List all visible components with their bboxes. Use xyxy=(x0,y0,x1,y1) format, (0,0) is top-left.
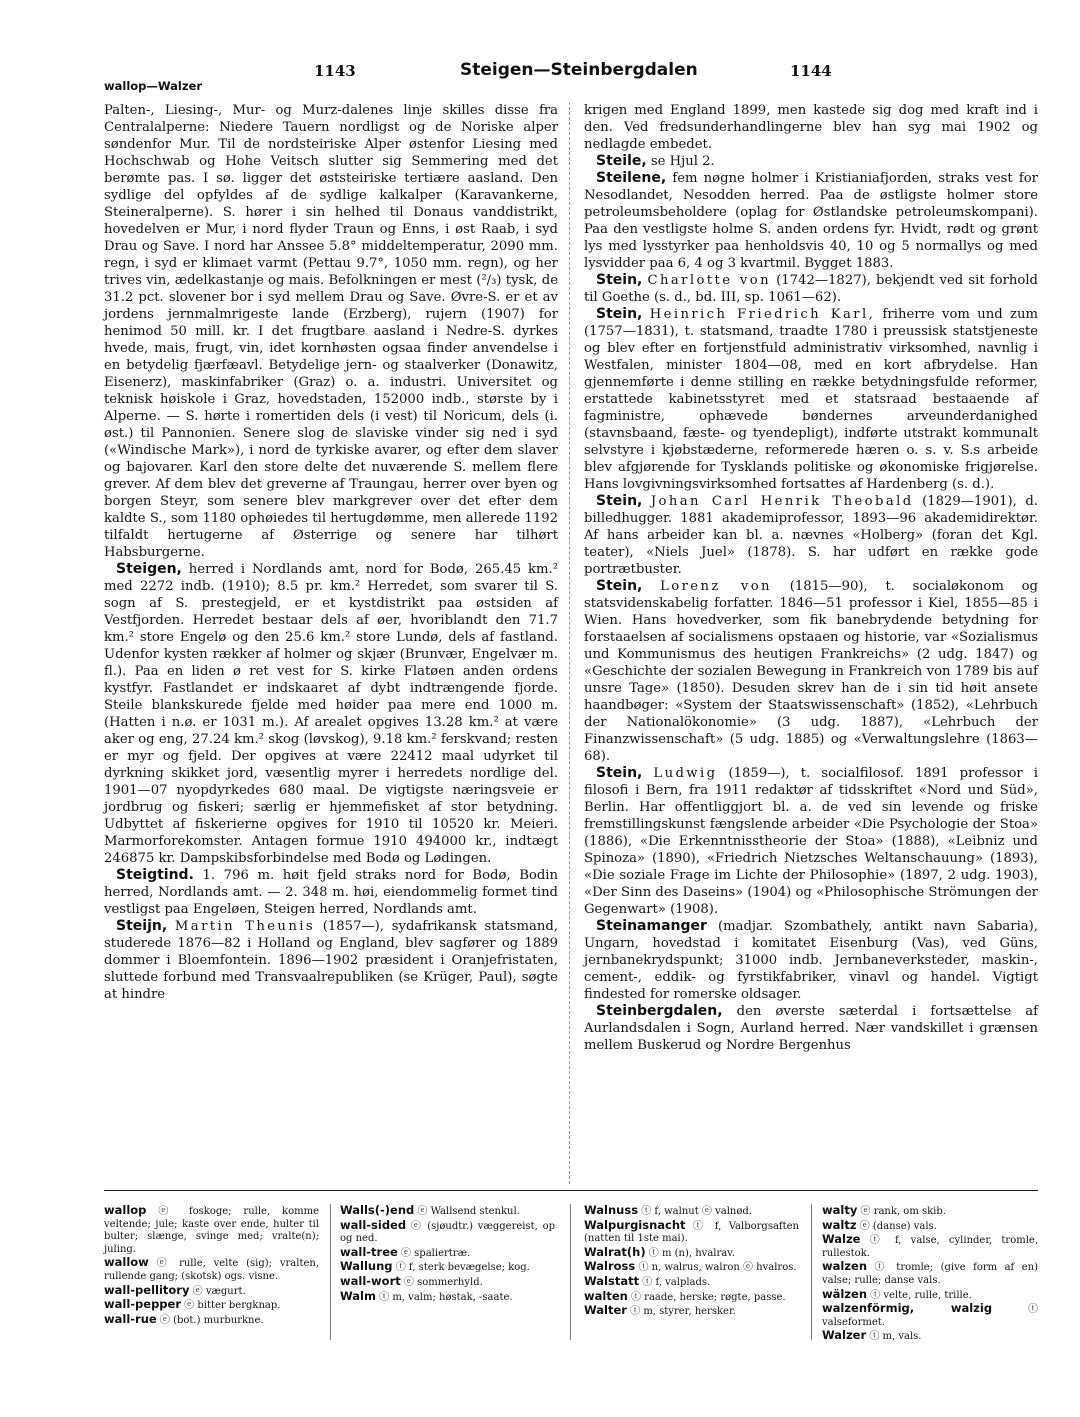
glossary-column-1 xyxy=(104,1204,319,1327)
glossary-gloss: ⓣ f, valplads. xyxy=(642,1276,711,1288)
entry xyxy=(584,765,1038,918)
entry-body: krigen med England 1899, men kastede sig dog med kraft ind i den. Ved fredsunderhandlingerne blev han syg mai 1902 og nedlagde embedet. xyxy=(584,103,1038,152)
glossary-item xyxy=(104,1256,319,1283)
glossary-item xyxy=(104,1298,319,1313)
entry xyxy=(104,867,558,918)
entry-headword: Steilene, xyxy=(596,170,667,186)
glossary-gloss: ⓣ n, walrus, walron ⓔ hvalros. xyxy=(638,1262,797,1274)
glossary-word: Walze xyxy=(822,1232,861,1247)
entry-body: se Hjul 2. xyxy=(650,154,715,169)
glossary-gloss: ⓣ valseformet. xyxy=(822,1304,1038,1328)
right-column xyxy=(584,102,1038,1054)
entry-body: den øverste sæterdal i fortsættelse af Aurlandsdalen i Sogn, Aurland herred. Nær vandskillet i grænsen mellem Buskerud og Nordre Bergenhus xyxy=(584,1004,1038,1053)
glossary-gloss: ⓔ rank, om skib. xyxy=(860,1206,946,1217)
entry-body: herred i Nordlands amt, nord for Bodø, 265.45 km.² med 2272 indb. (1910); 8.5 pr. km.² Herredet, som svarer til S. sogn af S. prestegjeld, er et kystdistrikt paa østsiden af Vestfjorden. Herredet bestaar dels af øer, hvoriblandt den 71.7 km.² store Engelø og den 25.6 km.² store Lundø, dels af fastland. Udenfor kysten rækker af holmer og skjær (Brunvær, Engelvær m. fl.). Paa en liden ø ret vest for S. kirke Flatøen anden ordens kystfyr. Fastlandet er indskaaret af dybt indtrængende fjorde. Steile blankskurede fjelde med høider paa mere end 1000 m. (Hatten i n.ø. er 1031 m.). Af arealet opgives 13.28 km.² at være aker og eng, 27.24 km.² skog (løvskog), 9.18 km.² ferskvand; resten er myr og fjeld. Der opgives at være 22412 maal udyrket til dyrkning skikket jord, væsentlig myrer i herredets nordlige del. 1901—07 nyopdyrkedes 680 maal. De vigtigste næringsveie er jordbrug og fiskeri; særlig er hjemmefisket af stor betydning. Udbyttet af fiskerierne opgives for 1910 til 10520 kr. Meieri. Marmorforekomster. Antagen formue 1910 494000 kr., indtægt 246875 kr. Dampskibsforbindelse med Bodø og Lødingen. xyxy=(104,562,558,866)
glossary-item xyxy=(340,1275,555,1290)
entry-headword: Steile, xyxy=(596,153,647,169)
glossary-divider xyxy=(330,1204,331,1340)
entry-person-name: Charlotte von xyxy=(647,273,772,288)
entry-body: fem nøgne holmer i Kristianiafjorden, straks vest for Nesodlandet, Nesodden herred. Paa de østligste holmer store petroleumsbeholdere (oplag for Østlandske petroleumskompani). Paa den vestligste holme S. anden ordens fyr. Hvidt, rødt og grønt lys med lysstyrker paa henholdsvis 40, 10 og 5 normallys og med lysvidder paa 6, 4 og 3 kvartmil. Bygget 1883. xyxy=(584,171,1038,271)
entry-headword: Steigtind. xyxy=(116,867,194,883)
glossary-word: walten xyxy=(584,1288,628,1303)
glossary-divider xyxy=(811,1204,812,1340)
glossary-word: wall-wort xyxy=(340,1273,401,1288)
entry xyxy=(584,306,1038,493)
entry xyxy=(584,578,1038,765)
glossary-gloss: ⓔ (bot.) murburkne. xyxy=(159,1314,264,1326)
glossary-gloss: ⓣ tromle; (give form af en) valse; rulle; danse vals. xyxy=(822,1262,1039,1286)
entry-headword: Steijn, xyxy=(116,918,168,934)
entry-headword: Stein, xyxy=(596,493,643,509)
glossary-item xyxy=(822,1219,1038,1234)
entry xyxy=(584,918,1038,1003)
entry-body: (1857—), sydafrikansk statsmand, studerede 1876—82 i Holland og England, blev sagfører og 1889 dommer i Bloemfontein. 1896—1902 præsident i Oranjefristaten, sluttede forbund med Transvaalrepubliken (se Krüger, Paul), søgte at hindre xyxy=(104,919,558,1002)
entry xyxy=(584,170,1038,272)
entry-headword: Steinbergdalen, xyxy=(596,1003,723,1019)
entry-body: (1742—1827), bekjendt ved sit forhold til Goethe (s. d., bd. III, sp. 1061—62). xyxy=(584,273,1038,305)
glossary-word: Walross xyxy=(584,1259,636,1274)
entry-body: friherre vom und zum (1757—1831), t. statsmand, traadte 1780 i preussisk statstjeneste og blev efter en fortjenstfuld administrativ virksomhed, navnlig i Westfalen, minister 1804—08, med en kort afbrydelse. Han gjennemførte i denne stilling en række betydningsfulde reformer, erstattede kabinetsstyret med et statsraad bestaaende af fagministre, ophævede bøndernes arveunderdanighed (stavnsbaand, fæste- og tyendepligt), indførte utstrakt kommunalt selvstyre i kjøbstæderne, reformerede hæren o. s. v. S.s arbeide blev afgjørende for Tysklands politiske og økonomiske frigjørelse. Hans lovgivningsvirksomhed fortsattes af Hardenberg (s. d.). xyxy=(584,307,1038,492)
glossary-column-3 xyxy=(584,1204,799,1319)
glossary-gloss: ⓔ bitter bergknap. xyxy=(184,1300,281,1312)
glossary-word: Walrat(h) xyxy=(584,1244,646,1259)
entry xyxy=(584,153,1038,170)
glossary-gloss: ⓣ f, Valborgsaften (natten til 1ste mai). xyxy=(584,1220,799,1245)
glossary-word: wall-sided xyxy=(340,1217,407,1232)
glossary-gloss: ⓣ velte, rulle, trille. xyxy=(870,1289,972,1301)
glossary-gloss: ⓣ f, walnut ⓔ valnød. xyxy=(641,1206,752,1217)
glossary-word: wall-tree xyxy=(340,1244,398,1259)
entry-body: Palten-, Liesing-, Mur- og Murz-dalenes linje skilles disse fra Centralalperne: Niedere Tauern nordligst og de Noriske alper søndenfor Mur. Til de nordsteiriske Alper østenfor Liesing med Hochschwab og Hohe Veitsch slutter sig Semmering med det berømte pas. I sø. ligger det øststeiriske tertiære aasland. Den sydlige del opfyldes af de sydlige kalkalper (Karavankerne, Steineralperne). S. hører i sin helhed til Donaus vanddistrikt, hovedelven er Mur, i nord flyder Traun og Enns, i øst Raab, i syd Drau og Save. I nord har Anssee 5.8° middeltemperatur, 2090 mm. regn, i syd er klimaet varmt (Pettau 9.7°, 1050 mm. regn), og her trives vin, ædelkastanje og mais. Befolkningen er mest (²/₃) tysk, de 31.2 pct. slovener bor i syd mellem Drau og Save. Øvre-S. er et av jordens jernmalmrigeste lande (Erzberg), rujern (1907) for henimod 50 mill. kr. I det frugtbare aasland i Nedre-S. dyrkes hvede, mais, frugt, vin, idet kornhøsten ogsaa finder anvendelse i en betydelig fjærfæavl. Betydelige jern- og staalverker (Donawitz, Eisenerz), maskinfabriker (Graz) o. a. industri. Universitet og teknisk høiskole i Graz, hovedstaden, 152000 indb., største by i Alperne. — S. hørte i romertiden dels (i vest) til Noricum, dels (i. øst.) til Pannonien. Senere slog de slaviske vinder sig ned i syd («Windische Mark»), i nord de tyrkiske avarer, og efter dem slaver og bajovarer. Karl den store delte det nuværende S. mellem flere grever. Af dem blev det greverne af Traungau, herrer over byen og borgen Steyr, som senere blev markgrever over det efter dem kaldte S., som 1180 ophøiedes til hertugdømme, men allerede 1192 tilfaldt hertugerne af Østerrige og senere har tilhørt Habsburgerne. xyxy=(104,103,558,560)
glossary-item xyxy=(340,1290,555,1305)
column-divider xyxy=(569,102,570,1184)
entry-person-name: Martin Theunis xyxy=(174,919,315,934)
glossary-item xyxy=(584,1275,799,1290)
glossary-column-4 xyxy=(822,1204,1038,1344)
entry-headword: Stein, xyxy=(596,765,643,781)
glossary-item xyxy=(104,1313,319,1328)
entry-person-name: Heinrich Friedrich Karl, xyxy=(649,307,876,322)
glossary-gloss: ⓔ spaliertræ. xyxy=(401,1247,471,1259)
glossary-gloss: ⓔ (sjøudtr.) væggereist, op og ned. xyxy=(340,1220,555,1245)
glossary-gloss: ⓣ m, valm; høstak, -saate. xyxy=(379,1291,513,1303)
glossary-column-2 xyxy=(340,1204,555,1304)
glossary-gloss: ⓔ (danse) vals. xyxy=(859,1220,937,1232)
glossary-divider xyxy=(570,1204,571,1340)
glossary-gloss: ⓣ m, vals. xyxy=(869,1331,922,1343)
footer-rule xyxy=(104,1190,1038,1191)
glossary-word: waltz xyxy=(822,1217,857,1232)
glossary-item xyxy=(340,1204,555,1219)
glossary-word: walzenförmig, walzig xyxy=(822,1301,993,1316)
glossary-item xyxy=(584,1204,799,1219)
glossary-gloss: ⓔ vægurt. xyxy=(192,1285,246,1297)
glossary-word: Walls(-)end xyxy=(340,1203,415,1217)
entry-headword: Stein, xyxy=(596,306,643,322)
glossary-word: wall-rue xyxy=(104,1311,157,1326)
glossary-gloss: ⓔ Wallsend stenkul. xyxy=(417,1206,520,1217)
glossary-word: wall-pepper xyxy=(104,1297,182,1312)
glossary-item xyxy=(822,1302,1038,1329)
glossary-word: wälzen xyxy=(822,1286,868,1301)
entry-body: (1859—), t. socialfilosof. 1891 professor i filosofi i Bern, fra 1911 redaktør af tidsskriftet «Nord und Süd», Berlin. Har offentliggjort bl. a. de ved sin levende og friske fremstillingskunst fængslende arbeider «Die Psychologie der Stoa» (1886), «Die Erkenntnisstheorie der Stoa» (1888), «Leibniz und Spinoza» (1890), «Friedrich Nietzsches Weltanschauung» (1893), «Die soziale Frage im Lichte der Philosophie» (1897, 2 udg. 1903), «Der Sinn des Daseins» (1904) og «Philosophische Strömungen der Gegenwart» (1908). xyxy=(584,766,1038,917)
glossary-word: Walstatt xyxy=(584,1273,640,1288)
glossary-word: wallop xyxy=(104,1203,147,1217)
glossary-gloss: ⓣ m, styrer, hersker. xyxy=(630,1306,736,1318)
glossary-gloss: ⓣ m (n), hvalrav. xyxy=(648,1247,735,1259)
glossary-word: Wallung xyxy=(340,1259,393,1274)
page-header xyxy=(100,60,1040,93)
entry-body: 1. 796 m. høit fjeld straks nord for Bodø, Bodin herred, Nordlands amt. — 2. 348 m. høi, eiendommelig formet tind vestligst paa Engeløen, Steigen herred, Nordlands amt. xyxy=(104,868,558,917)
glossary-word: Walnuss xyxy=(584,1203,639,1217)
glossary-item xyxy=(584,1246,799,1261)
glossary-item xyxy=(822,1260,1038,1287)
entry-body: (1815—90), t. socialøkonom og statsvidenskabelig forfatter. 1846—51 professor i Kiel, 1855—85 i Wien. Hans hovedverker, som fik banebrydende betydning for forstaaelsen af socialismens opstaaen og historie, var «Sozialismus und Kommunismus des heutigen Frankreichs» (2 udg. 1847) og «Geschichte der sozialen Bewegung in Frankreich von 1789 bis auf unsre Tage» (1850). Desuden skrev han de i sin tid høit ansete haandbøger: «System der Staatswissenschaft» (1852), «Lehrbuch der Nationalökonomie» (3 udg. 1887), «Lehrbuch der Finanzwissenschaft» (5 udg. 1885) og «Verwaltungslehre (1863—68). xyxy=(584,579,1038,764)
glossary-word: walty xyxy=(822,1203,858,1217)
glossary-gloss: ⓣ f, sterk bevægelse; kog. xyxy=(395,1262,530,1274)
page-title: Steigen—Steinbergdalen xyxy=(460,60,698,80)
left-column xyxy=(104,102,558,1003)
entry-headword: Stein, xyxy=(596,578,643,594)
glossary-item xyxy=(822,1204,1038,1219)
glossary-item xyxy=(340,1246,555,1261)
glossary-gloss: ⓣ f, valse, cylinder, tromle, rullestok. xyxy=(822,1235,1038,1259)
glossary-item xyxy=(584,1290,799,1305)
entry xyxy=(584,493,1038,578)
entry xyxy=(584,102,1038,153)
entry-headword: Steigen, xyxy=(116,561,182,577)
guide-word: wallop—Walzer xyxy=(104,79,203,93)
glossary-word: wall-pellitory xyxy=(104,1282,190,1297)
glossary-gloss: ⓣ raade, herske; røgte, passe. xyxy=(631,1291,786,1303)
entry xyxy=(104,561,558,867)
glossary-gloss: ⓔ rulle, velte (sig); vralten, rullende gang; (skotsk) ogs. visne. xyxy=(104,1258,319,1282)
glossary-word: wallow xyxy=(104,1255,149,1270)
entry-person-name: Lorenz von xyxy=(660,579,772,594)
entry-person-name: Ludwig xyxy=(653,766,718,781)
entry xyxy=(104,102,558,561)
glossary-item xyxy=(584,1219,799,1246)
glossary-word: Walzer xyxy=(822,1328,867,1343)
page-number-left: 1143 xyxy=(314,62,356,80)
glossary-item xyxy=(104,1284,319,1299)
entry-person-name: Johan Carl Henrik Theobald xyxy=(650,494,914,509)
entry-body: (madjar. Szombathely, antikt navn Sabaria), Ungarn, hovedstad i komitatet Eisenburg (Vas), ved Güns, jernbanekrydspunkt; 31000 indb. Jernbaneverksteder, maskin-, cement-, eddik- og fyrstikfabriker, vinavl og handel. Vigtigt findested for romerske oldsager. xyxy=(584,919,1038,1002)
entry-body: (1829—1901), d. billedhugger. 1881 akademiprofessor, 1893—96 akademidirektør. Af hans arbeider kan bl. a. nævnes «Holberg» (foran det Kgl. teater), «Niels Juel» (1878). S. har udført en række gode portrætbuster. xyxy=(584,494,1038,577)
glossary-item xyxy=(584,1260,799,1275)
glossary-item xyxy=(822,1288,1038,1303)
glossary-gloss: ⓔ sommerhyld. xyxy=(403,1276,483,1288)
entry-headword: Stein, xyxy=(596,272,643,288)
page-number-right: 1144 xyxy=(790,62,832,80)
entry xyxy=(104,918,558,1003)
glossary-item xyxy=(822,1233,1038,1260)
glossary-item xyxy=(104,1204,319,1256)
glossary-item xyxy=(340,1219,555,1246)
glossary-item xyxy=(584,1304,799,1319)
entry xyxy=(584,1003,1038,1054)
entry xyxy=(584,272,1038,306)
glossary-item xyxy=(822,1329,1038,1344)
glossary-gloss: ⓔ foskoge; rulle, komme veltende; jule; kaste over ende, hulter til bulter; slænge, svinge med; vralte(n); juling. xyxy=(104,1206,319,1255)
glossary-word: Walpurgisnacht xyxy=(584,1217,686,1232)
entry-headword: Steinamanger xyxy=(596,918,707,934)
glossary-word: Walter xyxy=(584,1303,627,1318)
glossary-word: walzen xyxy=(822,1259,868,1274)
glossary-item xyxy=(340,1260,555,1275)
glossary-word: Walm xyxy=(340,1288,376,1303)
